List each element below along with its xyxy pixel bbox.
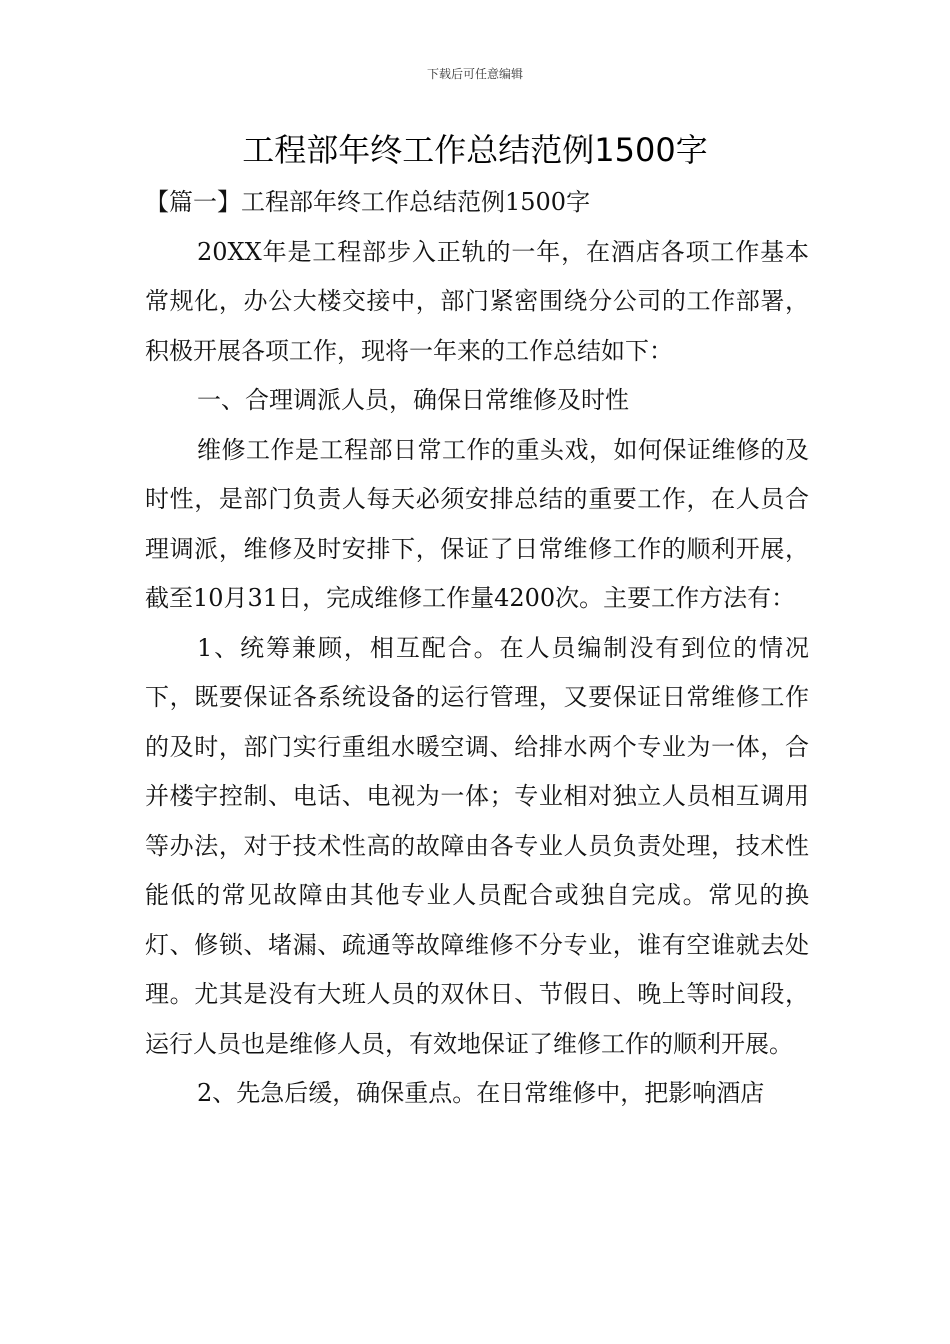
section-heading: 【篇一】工程部年终工作总结范例1500字 — [145, 188, 591, 216]
paragraph-intro: 20XX年是工程部步入正轨的一年，在酒店各项工作基本常规化，办公大楼交接中，部门紧密围绕分公司的工作部署，积极开展各项工作，现将一年来的工作总结如下： — [145, 237, 809, 365]
paragraph-subheading: 一、合理调派人员，确保日常维修及时性 — [197, 386, 629, 414]
document-body — [145, 178, 809, 1119]
page-header-note: 下载后可任意编辑 — [426, 67, 523, 81]
paragraph-item-2: 2、先急后缓，确保重点。在日常维修中，把影响酒店 — [197, 1079, 765, 1107]
paragraph-item-1: 1、统筹兼顾，相互配合。在人员编制没有到位的情况下，既要保证各系统设备的运行管理，又要保证日常维修工作的及时，部门实行重组水暖空调、给排水两个专业为一体，合并楼宇控制、电话、电视为一体；专业相对独立人员相互调用等办法，对于技术性高的故障由各专业人员负责处理，技术性能低的常见故障由其他专业人员配合或独自完成。常见的换灯、修锁、堵漏、疏通等故障维修不分专业，谁有空谁就去处理。尤其是没有大班人员的双休日、节假日、晚上等时间段，运行人员也是维修人员，有效地保证了维修工作的顺利开展。 — [145, 633, 809, 1058]
document-title: 工程部年终工作总结范例1500字 — [242, 131, 708, 169]
paragraph-maintenance: 维修工作是工程部日常工作的重头戏，如何保证维修的及时性，是部门负责人每天必须安排总结的重要工作，在人员合理调派，维修及时安排下，保证了日常维修工作的顺利开展，截至10月31日，完成维修工作量4200次。主要工作方法有： — [145, 435, 809, 612]
